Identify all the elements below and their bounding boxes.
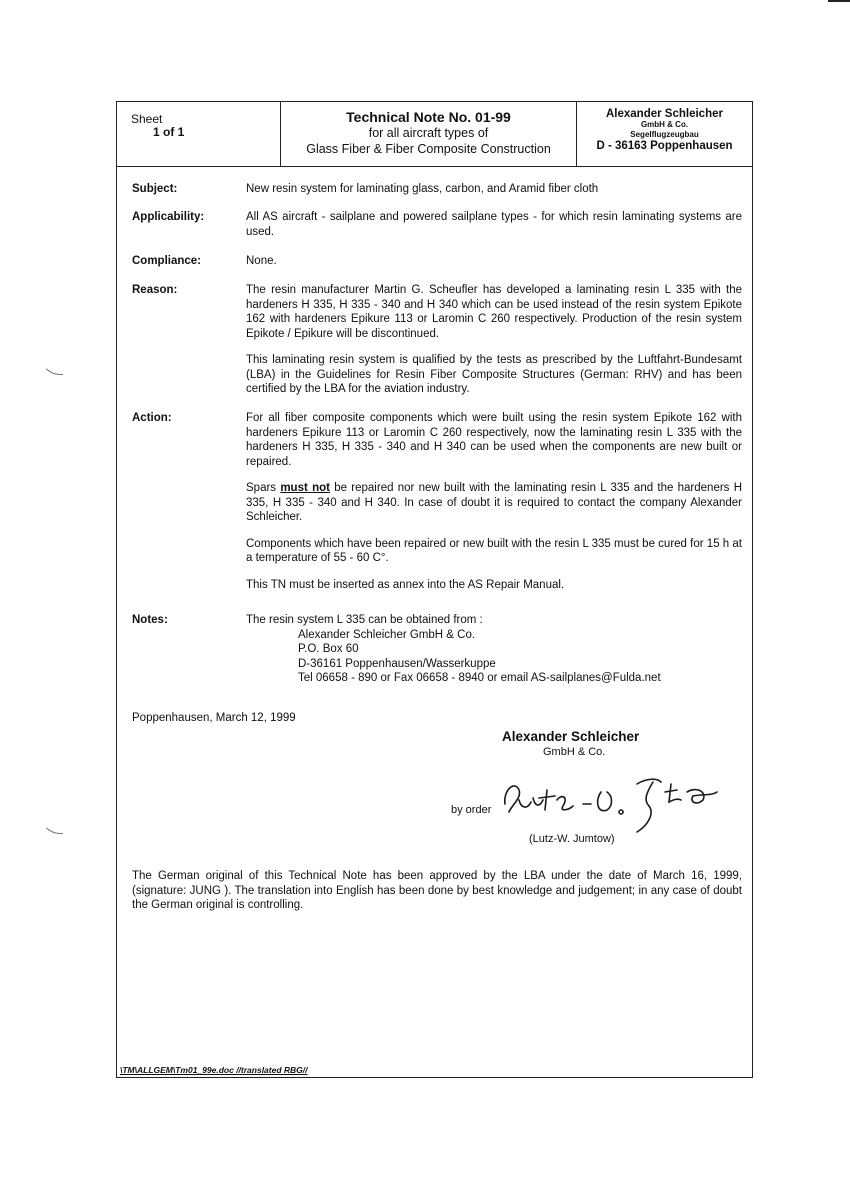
spars-rest-text: be repaired nor new built with the laminating resin L 335 and the hardeners H 335, H 335 - 340 and H 340. In case of doubt it is required to contact the company Alexander Schleicher. xyxy=(246,482,742,523)
sheet-label: Sheet xyxy=(131,112,163,126)
company-gmbh: GmbH & Co. xyxy=(640,120,689,129)
company-address: D - 36163 Poppenhausen xyxy=(596,140,733,152)
reason-paragraph: The resin manufacturer Martin G. Scheufler has developed a laminating resin L 335 with the hardeners H 335, H 335 - 340 and H 340 which can be used instead of the resin system Epikote 162 with hardeners Epikure 113 or Laromin C 260 respectively. Production of the resin system Epikote / Epikure will be discontinued. xyxy=(246,284,742,340)
notes-label: Notes: xyxy=(132,614,168,626)
signer-name: (Lutz-W. Jumtow) xyxy=(529,833,615,845)
notes-intro: The resin system L 335 can be obtained from : xyxy=(246,614,483,626)
subject-text: New resin system for laminating glass, carbon, and Aramid fiber cloth xyxy=(246,183,599,195)
must-not-emphasis: must not xyxy=(280,482,330,494)
file-path: \TM\ALLGEM\Tm01_99e.doc //translated RBG// xyxy=(120,1065,308,1075)
document-title: Technical Note No. 01-99 xyxy=(346,109,511,125)
title-cell xyxy=(281,102,577,166)
compliance-text: None. xyxy=(246,255,277,267)
supplier-po-box: P.O. Box 60 xyxy=(298,643,359,655)
company-name: Alexander Schleicher xyxy=(606,108,723,120)
by-order-label: by order xyxy=(451,804,492,816)
signature-company: Alexander Schleicher xyxy=(502,729,640,744)
company-trade: Segelflugzeugbau xyxy=(630,130,699,139)
approval-statement: The German original of this Technical Note has been approved by the LBA under the date of March 16, 1999, (signature: JUNG ). The translation into English has been done by best knowledge and judgement; in any case of doubt the German original is controlling. xyxy=(132,870,742,911)
document-subtitle-2: Glass Fiber & Fiber Composite Construction xyxy=(306,142,551,156)
spars-text: Spars xyxy=(246,482,277,494)
signature-company-gmbh: GmbH & Co. xyxy=(543,746,606,758)
company-cell xyxy=(577,102,752,166)
handwritten-signature xyxy=(497,770,722,840)
sheet-cell xyxy=(117,102,281,166)
reason-label: Reason: xyxy=(132,284,178,296)
supplier-name: Alexander Schleicher GmbH & Co. xyxy=(298,628,476,641)
supplier-contact: Tel 06658 - 890 or Fax 06658 - 8940 or email AS-sailplanes@Fulda.net xyxy=(298,672,661,684)
action-body xyxy=(246,411,742,604)
place-date: Poppenhausen, March 12, 1999 xyxy=(132,712,296,724)
applicability-label: Applicability: xyxy=(132,211,205,223)
compliance-label: Compliance: xyxy=(132,255,202,267)
action-label: Action: xyxy=(132,412,172,424)
page-edge-mark xyxy=(828,0,850,2)
action-paragraph: This TN must be inserted as annex into the AS Repair Manual. xyxy=(246,578,565,591)
action-paragraph-spars xyxy=(246,481,742,525)
supplier-city: D-36161 Poppenhausen/Wasserkuppe xyxy=(298,657,496,670)
notes-body xyxy=(246,613,742,686)
technical-note-frame xyxy=(116,101,753,1078)
subject-label: Subject: xyxy=(132,183,178,195)
applicability-text: All AS aircraft - sailplane and powered sailplane types - for which resin laminating systems are used. xyxy=(246,211,742,238)
document-header xyxy=(117,102,752,167)
sheet-number: 1 of 1 xyxy=(153,125,185,139)
punch-hole-mark xyxy=(40,811,63,834)
document-subtitle-1: for all aircraft types of xyxy=(368,126,489,140)
reason-body xyxy=(246,283,742,409)
punch-hole-mark xyxy=(40,352,63,375)
action-paragraph: Components which have been repaired or new built with the resin L 335 must be cured for 15 h at a temperature of 55 - 60 C°. xyxy=(246,537,742,564)
reason-paragraph: This laminating resin system is qualified by the tests as prescribed by the Luftfahrt-Bundesamt (LBA) in the Guidelines for Resin Fiber Composite Structures (German: RHV) and has been certified by the LBA for the aviation industry. xyxy=(246,354,742,395)
action-paragraph: For all fiber composite components which were built using the resin system Epikote 162 with hardeners Epikure 113 or Laromin C 260 respectively, now the laminating resin L 335 with the hardeners H 335, H 335 - 340 and H 340 can be used when the components are new built or repaired. xyxy=(246,412,742,468)
